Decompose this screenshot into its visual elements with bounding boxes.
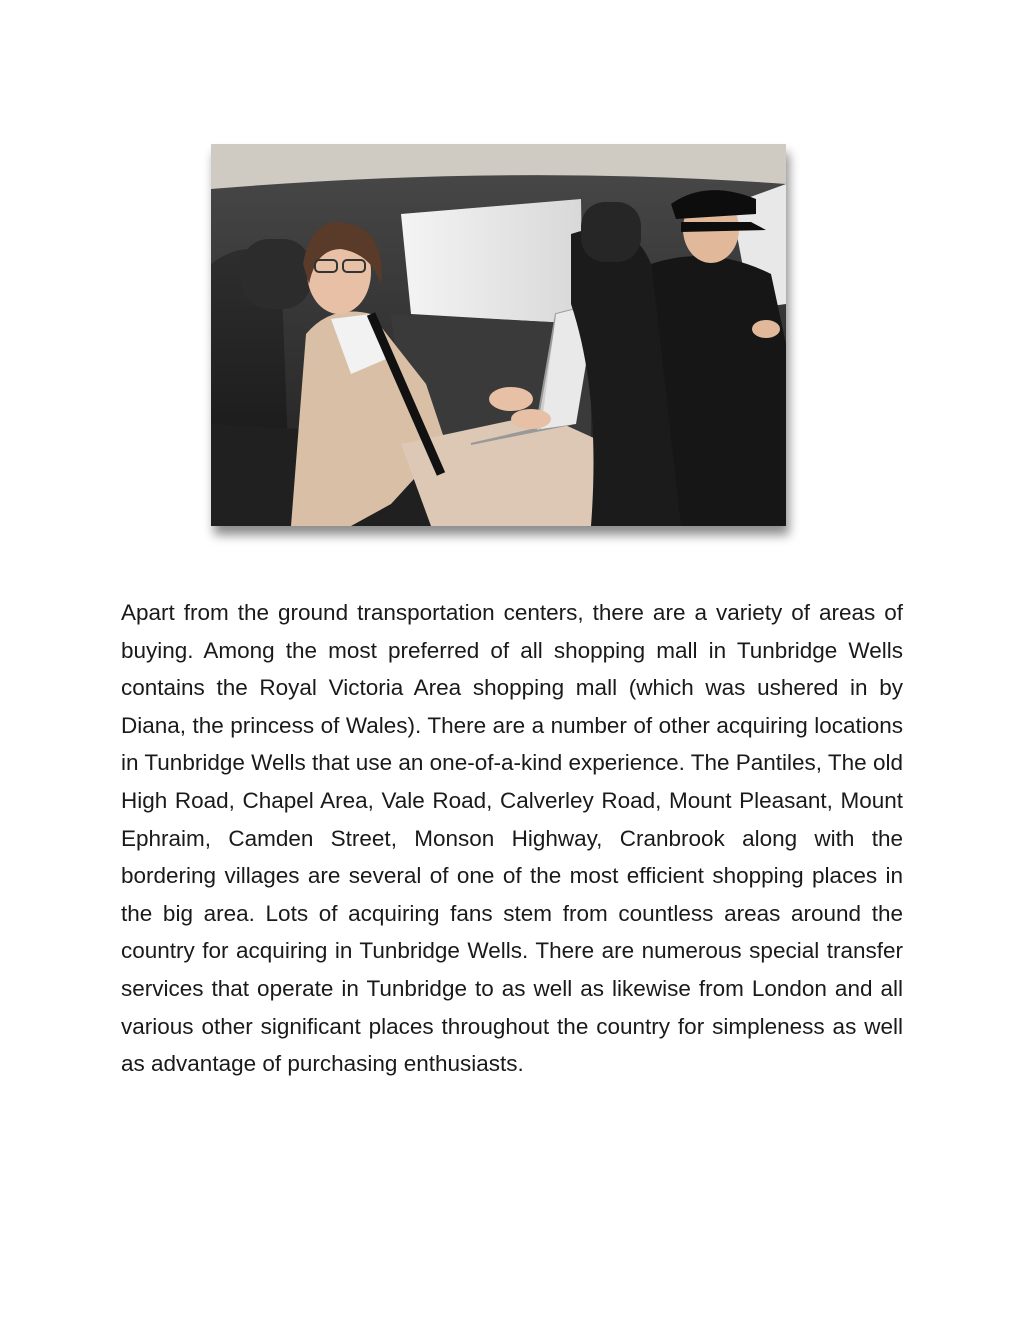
article-paragraph: Apart from the ground transportation centers, there are a variety of areas of buying. Among the most preferred of all shopping mall in Tunbridge Wells contains the Royal Victoria Area shopping mall (which was ushered in by Diana, the princess of Wales). There are a number of other acquiring locations in Tunbridge Wells that use an one-of-a-kind experience. The Pantiles, The old High Road, Chapel Area, Vale Road, Calverley Road, Mount Pleasant, Mount Ephraim, Camden Street, Monson Highway, Cranbrook along with the bordering villages are several of one of the most efficient shopping places in the big area. Lots of acquiring fans stem from countless areas around the country for acquiring in Tunbridge Wells. There are numerous special transfer services that operate in Tunbridge to as well as likewise from London and all various other significant places throughout the country for simpleness as well as advantage of purchasing enthusiasts. [121,600,903,1077]
article-photo [211,144,786,526]
photo-woman-laptop-taxi-backseat-icon [211,144,786,526]
